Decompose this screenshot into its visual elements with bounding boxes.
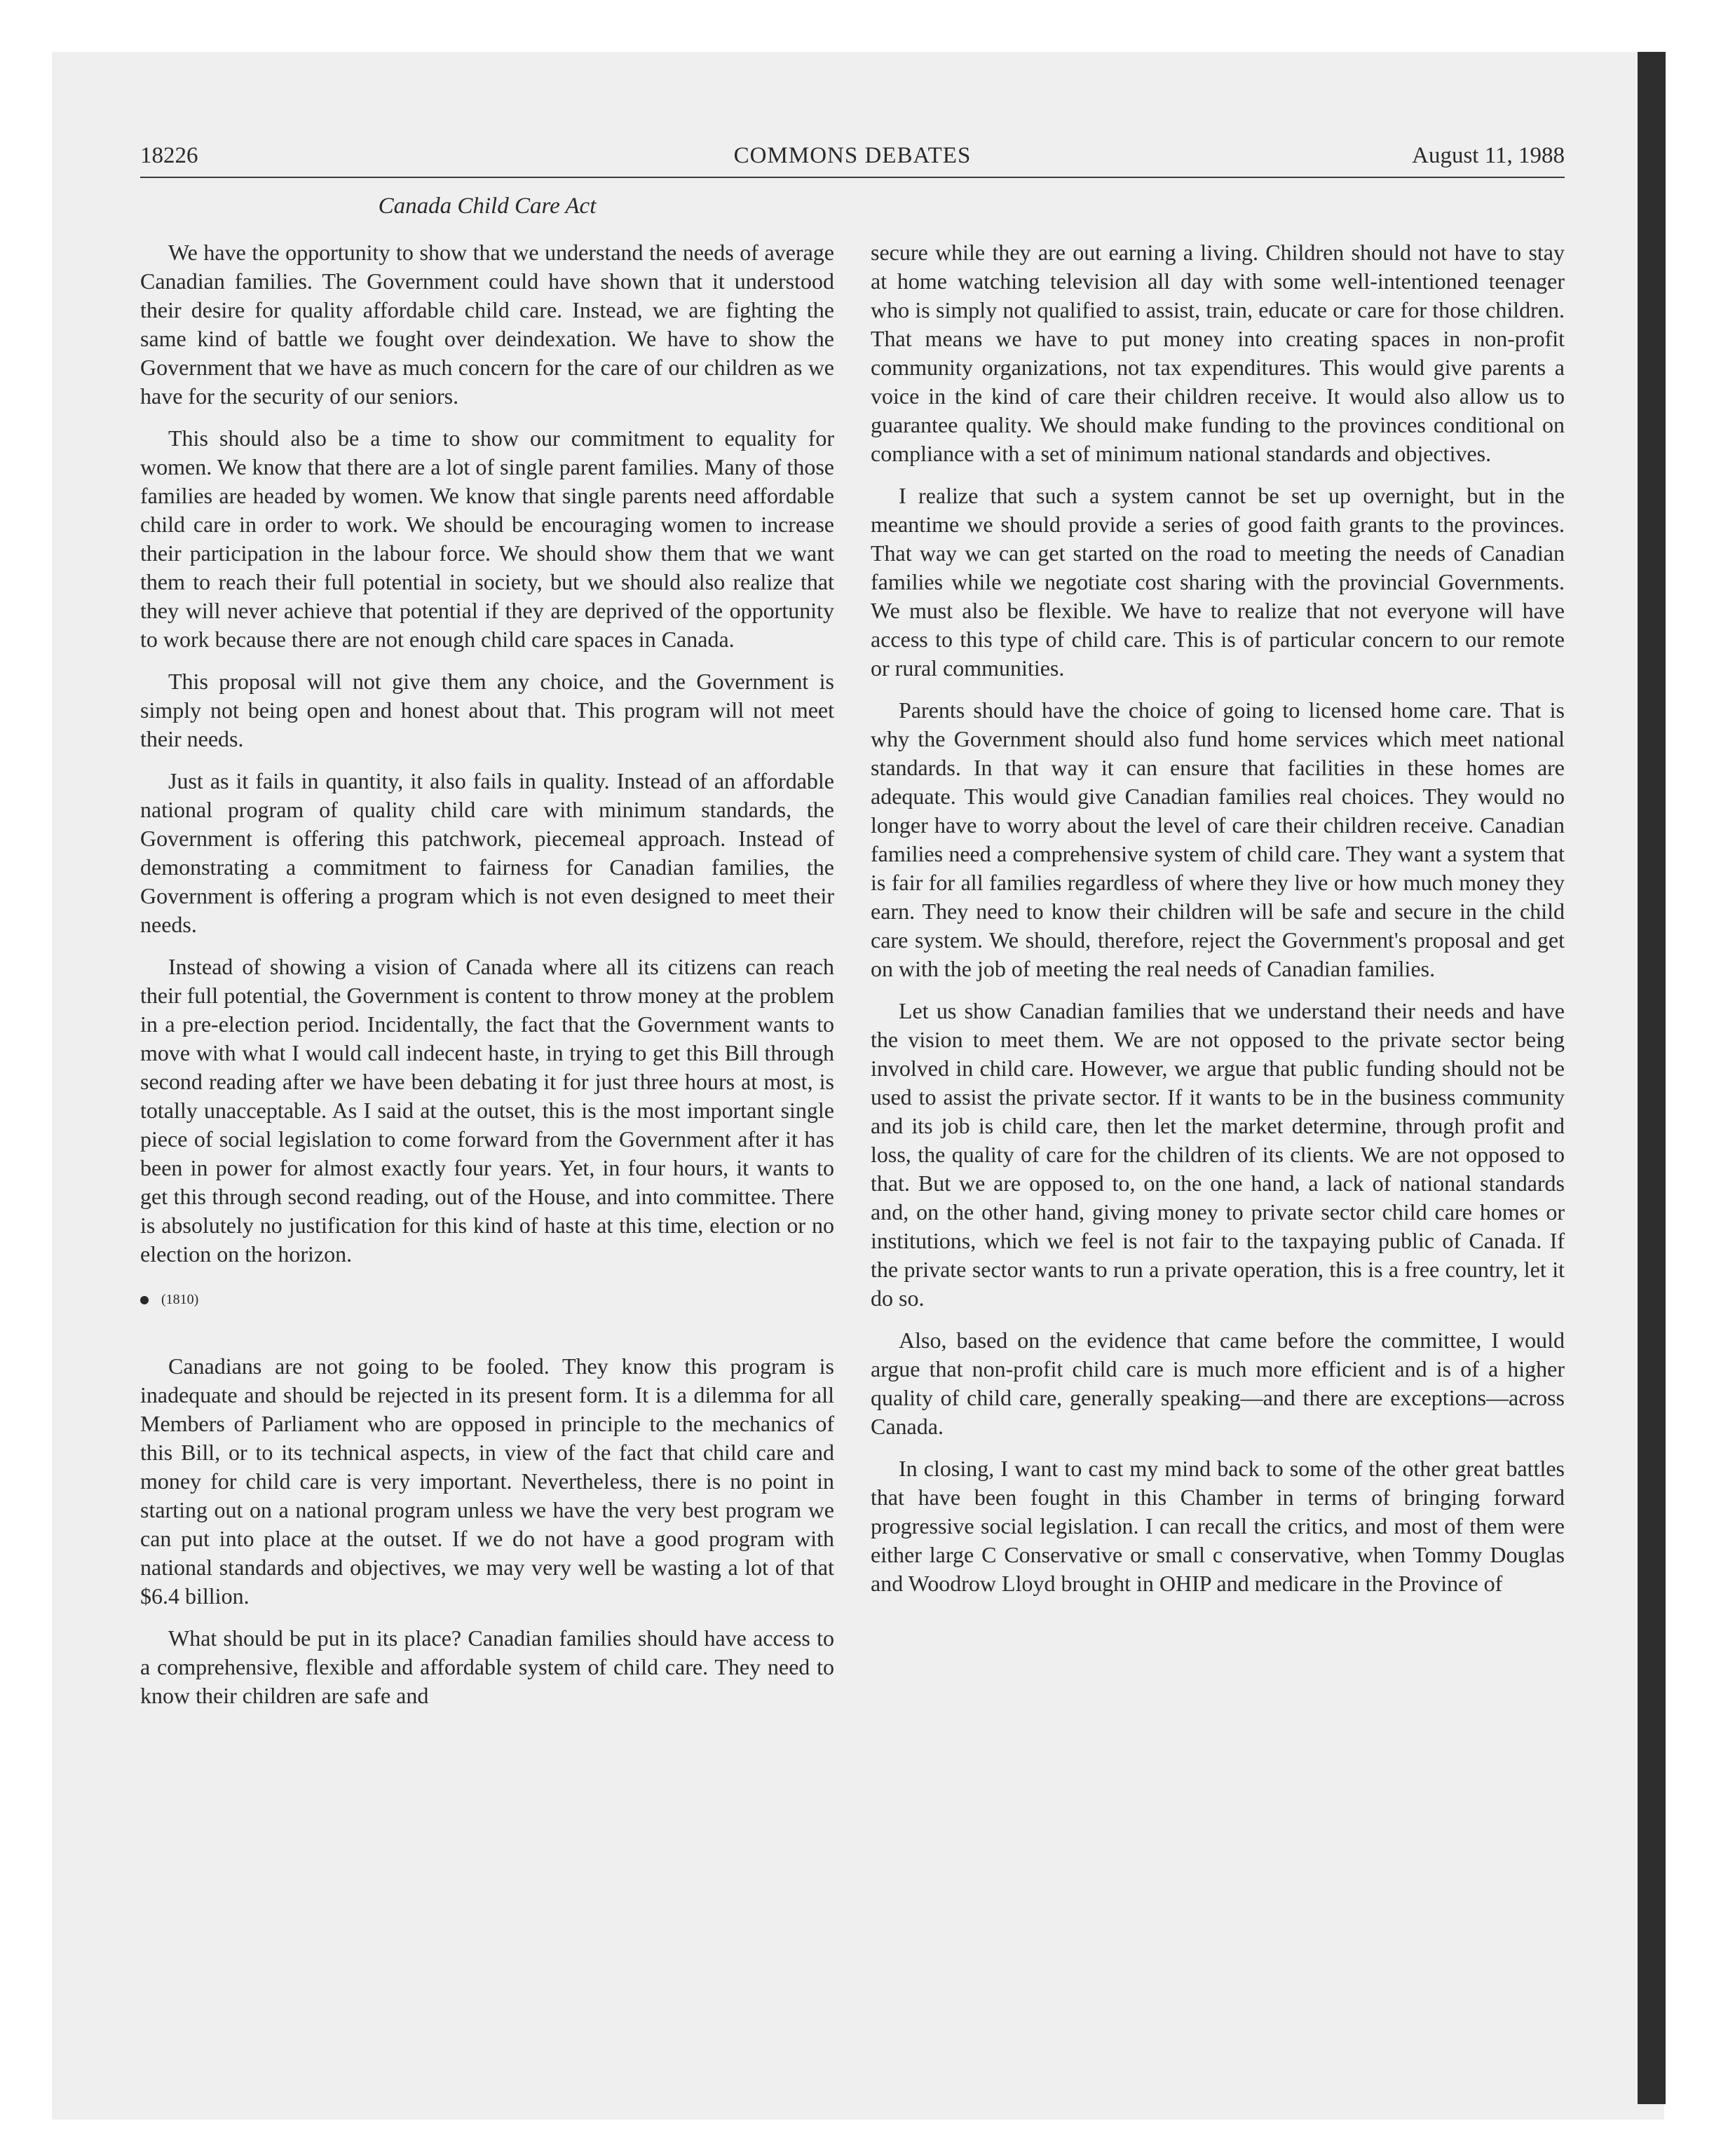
bullet-dot-icon <box>140 1296 149 1304</box>
scan-edge-shadow <box>1638 52 1666 2104</box>
debate-subject: Canada Child Care Act <box>378 193 597 219</box>
paragraph: Instead of showing a vision of Canada where all its citizens can reach their full potential, the Government is content to throw money at the problem in a pre-election period. Incidentally, the fact that the Government wants to move with what I would call indecent haste, in trying to get this Bill through second reading after we have been debating it for just three hours at most, is totally unacceptable. As I said at the outset, this is the most important single piece of social legislation to come forward from the Government after it has been in power for almost exactly four years. Yet, in four hours, it wants to get this through second reading, out of the House, and into committee. There is absolutely no justification for this kind of haste at this time, election or no election on the horizon. <box>140 954 834 1267</box>
paragraph: Canadians are not going to be fooled. They know this program is inadequate and should be rejected in its present form. It is a dilemma for all Members of Parliament who are opposed in principle to the mechanics of this Bill, or to its technical aspects, in view of the fact that child care and money for child care is very important. Nevertheless, there is no point in starting out on a national program unless we have the very best program we can put into place at the outset. If we do not have a good program with national standards and objectives, we may very well be wasting a lot of that $6.4 billion. <box>140 1353 834 1609</box>
time-marker <box>140 1285 834 1314</box>
running-header <box>140 140 1565 179</box>
paragraph: Let us show Canadian families that we understand their needs and have the vision to meet them. We are not opposed to the private sector being involved in child care. However, we argue that public funding should not be used to assist the private sector. If it wants to be in the business community and its job is child care, then let the market determine, through profit and loss, the quality of care for the children of its clients. We are not opposed to that. But we are opposed to, on the one hand, a lack of national standards and, on the other hand, giving money to private sector child care homes or institutions, which we feel is not fair to the taxpaying public of Canada. If the private sector wants to run a private operation, this is a free country, let it do so. <box>871 998 1565 1311</box>
paragraph: Also, based on the evidence that came before the committee, I would argue that non-profit child care is much more efficient and is of a higher quality of child care, generally speaking—and there are exceptions—across Canada. <box>871 1328 1565 1439</box>
sitting-date: August 11, 1988 <box>1412 143 1565 168</box>
left-column <box>140 238 834 1724</box>
paragraph: I realize that such a system cannot be set up overnight, but in the meantime we should provide a series of good faith grants to the provinces. That way we can get started on the road to meeting the needs of Canadian families while we negotiate cost sharing with the provincial Governments. We must also be flexible. We have to realize that not everyone will have access to this type of child care. This is of particular concern to our remote or rural communities. <box>871 483 1565 681</box>
right-column <box>871 238 1565 1611</box>
paragraph: This proposal will not give them any choice, and the Government is simply not being open and honest about that. This program will not meet their needs. <box>140 669 834 751</box>
page-number: 18226 <box>140 143 198 168</box>
paragraph: What should be put in its place? Canadian families should have access to a comprehensive, flexible and affordable system of child care. They need to know their children are safe and <box>140 1625 834 1708</box>
paragraph: Parents should have the choice of going to licensed home care. That is why the Government should also fund home services which meet national standards. In that way it can ensure that facilities in these homes are adequate. This would give Canadian families real choices. They would no longer have to worry about the level of care their children receive. Canadian families need a comprehensive system of child care. They want a system that is fair for all families regardless of where they live or how much money they earn. They need to know their children will be safe and secure in the child care system. We should, therefore, reject the Government's proposal and get on with the job of meeting the real needs of Canadian families. <box>871 697 1565 981</box>
publication-title: COMMONS DEBATES <box>733 143 972 168</box>
time-marker-label: (1810) <box>161 1292 199 1307</box>
header-rule <box>140 177 1565 178</box>
paragraph: We have the opportunity to show that we understand the needs of average Canadian families. The Government could have shown that it understood their desire for quality affordable child care. Instead, we are fighting the same kind of battle we fought over deindexation. We have to show the Government that we have as much concern for the care of our children as we have for the security of our seniors. <box>140 240 834 409</box>
paragraph-continuation: secure while they are out earning a living. Children should not have to stay at home watching television all day with some well-intentioned teenager who is simply not qualified to assist, train, educate or care for those children. That means we have to put money into creating spaces in non-profit community organizations, not tax expenditures. This would give parents a voice in the kind of care their children receive. It would also allow us to guarantee quality. We should make funding to the provinces conditional on compliance with a set of minimum national standards and objectives. <box>871 240 1565 466</box>
paragraph: Just as it fails in quantity, it also fails in quality. Instead of an affordable national program of quality child care with minimum standards, the Government is offering this patchwork, piecemeal approach. Instead of demonstrating a commitment to fairness for Canadian families, the Government is offering a program which is not even designed to meet their needs. <box>140 768 834 937</box>
paragraph: In closing, I want to cast my mind back to some of the other great battles that have been fought in this Chamber in terms of bringing forward progressive social legislation. I can recall the critics, and most of them were either large C Conservative or small c conservative, when Tommy Douglas and Woodrow Lloyd brought in OHIP and medicare in the Province of <box>871 1456 1565 1596</box>
paragraph: This should also be a time to show our commitment to equality for women. We know that there are a lot of single parent families. Many of those families are headed by women. We know that single parents need affordable child care in order to work. We should be encouraging women to increase their participation in the labour force. We should show them that we want them to reach their full potential in society, but we should also realize that they will never achieve that potential if they are deprived of the opportunity to work because there are not enough child care spaces in Canada. <box>140 425 834 652</box>
